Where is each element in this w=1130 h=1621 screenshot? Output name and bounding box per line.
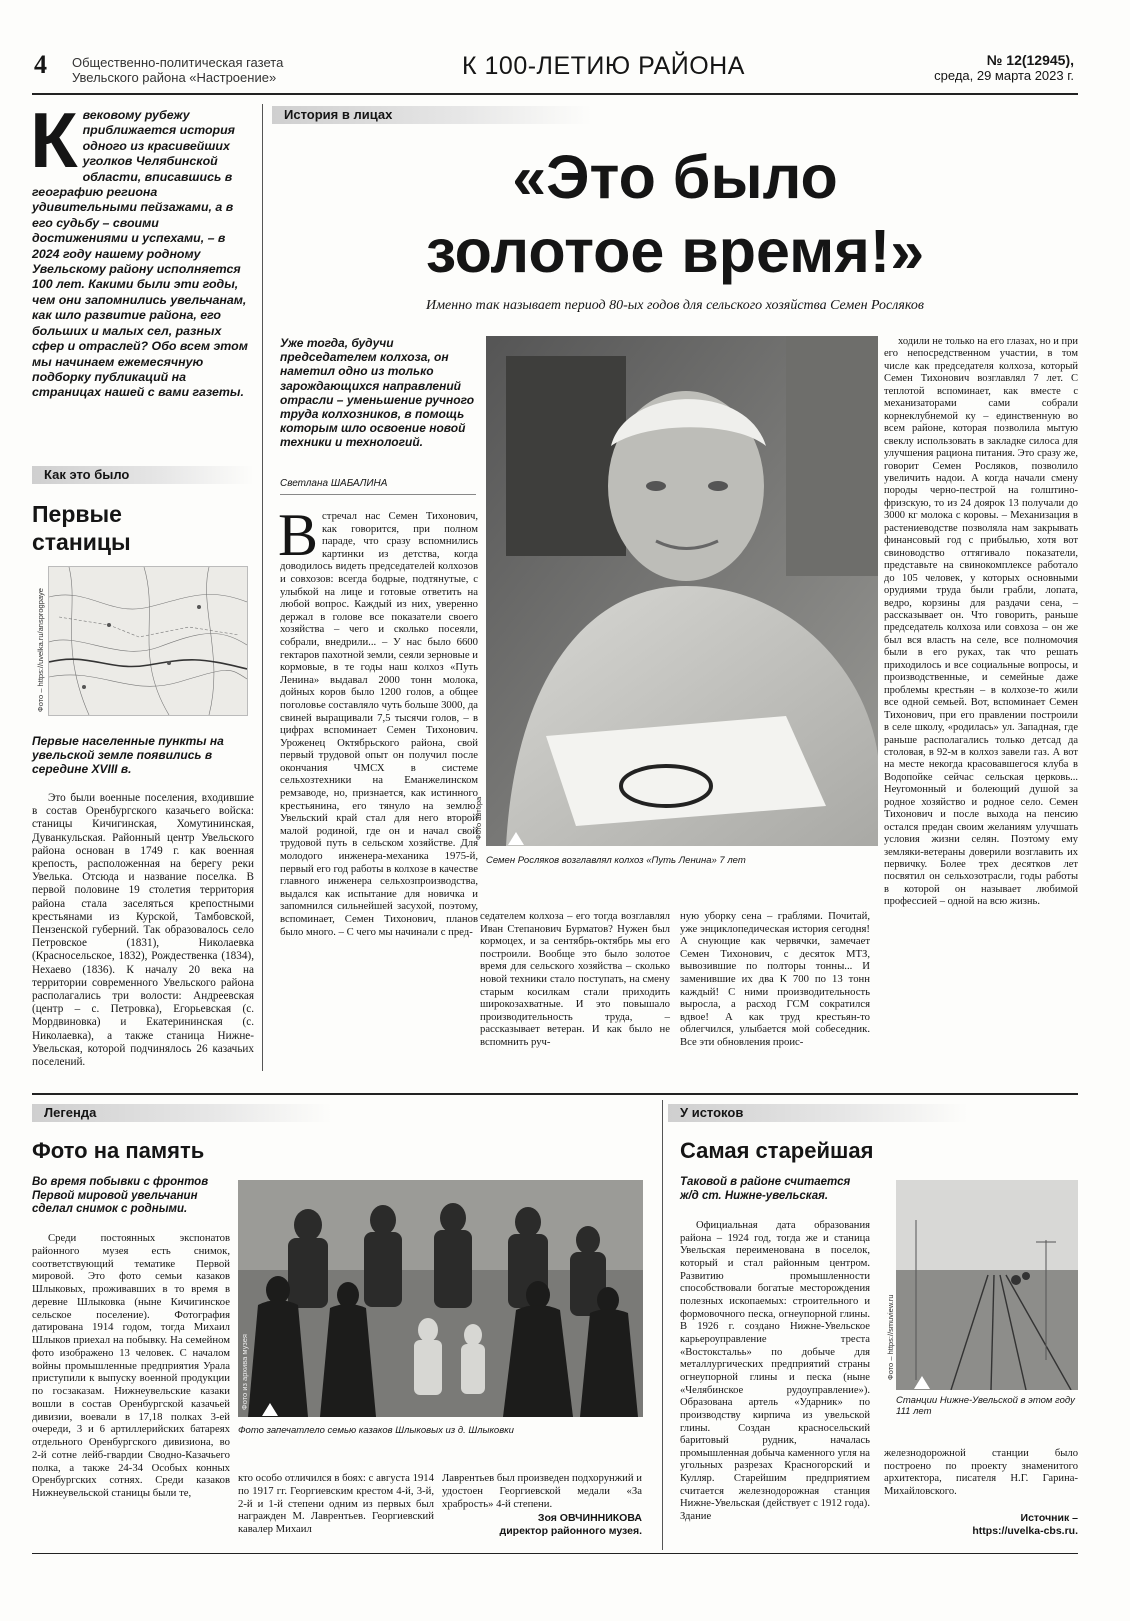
paper-name-line1: Общественно-политическая газета [72, 55, 284, 70]
rubric-bar-legenda [32, 1104, 332, 1122]
intro-block [30, 96, 254, 401]
rubric-bar-kak-eto-bylo [32, 466, 254, 484]
oldest-title: Самая старейшая [680, 1138, 874, 1163]
station-photo-credit: Фото – https://smuview.ru [886, 1294, 895, 1380]
legend-author [442, 1512, 642, 1537]
issue-number: № 12(12945), [986, 52, 1074, 68]
map-photo-credit: Фото – https://uvelka.ru/ansprogpaye [36, 588, 45, 712]
family-photo-caption: Фото запечатлело семью казаков Шлыковых из д. Шлыковки [238, 1425, 514, 1436]
portrait-photo-caption: Семен Росляков возглавлял колхоз «Путь Ленина» 7 лет [486, 855, 746, 866]
rubric-bar-istoriya [272, 106, 592, 124]
map-photo [48, 566, 248, 716]
main-col1 [278, 502, 478, 938]
main-col2: седателем колхоза – его тогда возглавлял Иван Степанович Бурматов? Нужен был кормоцех, и за сентябрь-октябрь мы его построили. Вообще это было золотое время для сельского хозяйства – сколько новой техники стало поступать, на смену старым косилкам стали приходить широкозахватные. И это повышало производительность труда, – рассказывает ветеран. И как было не вспомнить руч- [480, 910, 670, 1048]
main-headline [272, 140, 1078, 288]
oldest-source [884, 1512, 1078, 1537]
rubric-bar-u-istokov [668, 1104, 968, 1122]
first-stanitsy-title [32, 500, 131, 556]
title-line2: станицы [32, 529, 131, 555]
main-col4: ходили не только на его глазах, но и при его непосредственном участии, в том числе как председателя колхоза, который Семен Тихонович возглавлял 7 лет. С теплотой вспоминает, как вместе с механизаторами сами собрали корнеклубнемой ку – единственную во всем районе, которая позволила мытую свеклу использовать в закладке силоса для улучшения рациона питания. Это сразу же, говорит Семен Росляков, позволило увеличить надои. А когда начали смену породы черно-пестрой на голштино-фризскую, то из 24 доярок 13 получали до 3000 кг молока с коровы. – Механизация в растениеводстве позволяла нам закрывать финансовый год с прибылью, хотя вот свиноводство оттягивало показатели, представьте на свинокомплексе работало до 105 человек, у которых основными орудиями труда были грабли, лопата, ведро, корзины для раздачи сена, – рассказывает он. Что говорить, раньше председатель колхоза или совхоза – он же был вся власть на селе, все полномочия были в его руках, так что решать приходилось и все социальные вопросы, и производственные, и семейные даже проблемы крестьян – в колхозе-то жили все одной семьей. Вот, вспоминает Семен Тихонович, при его правлении построили в селе школу, «родилась» ул. Западная, где раньше располагались только детсад да столовая, в 92-м в колхоз завели газ. А вот на месте некогда красовавшегося клуба в Водопойке сейчас сельская церковь... Неугомонный и болеющий душой за родное хозяйство и родное село. Семен Тихонович и после выхода на пенсию остался предан своим желаниям улучшать условия жизни селян. Поэтому ему земляки-ветераны доверили возглавить их первичку. Более трех десятков лет посвятил он сельхозотрасли, годы работы в которой он называет любимой профессией – одной на всю жизнь. [884, 336, 1078, 908]
family-photo-marker [262, 1403, 278, 1416]
oldest-body: Официальная дата образования района – 1924 год, тогда же и станица Увельская переименована в поселок, который и стал районным центром. Развитию промышленности способствовали богатые месторождения полезных ископаемых: строительного и формовочного песка, огнеупорной глины. В 1926 г. создано Нижне-Увельское карьероуправление треста «Востокстальь» по добыче для металлургических предприятий страны огнеупорной глины и песка (ныне «Челябинское рудоуправление»). Образована артель «Ударник» по производству кирпича из увельской глины. Создан красносельский баритовый рудник, началась промышленная добыча каменного угля на угольных разрезах Красногорский и Кулляр. Старейшим предприятием считается железнодорожная станция Нижне-Увельская (действует с 1912 года). Здание [680, 1220, 870, 1523]
author-rule [280, 494, 476, 495]
legend-body-mid: кто особо отличился в боях: с августа 1914 по 1917 гг. Георгиевским крестом 4-й, 3-й, 2-й и 1-й степени одним из первых был награжден М. Лаврентьев. Георгиевский кавалер Михаил [238, 1472, 434, 1535]
main-col1-text: стречал нас Семен Тихонович, как говорится, при полном параде, что сразу вспомнились картинки из детства, когда доводилось видеть председателей колхозов и совхозов: всегда бодрые, подтянутые, с улыбкой на лице и готовые ответить на любой вопрос. Каждый из них, уверенно держал в голове все показатели своего хозяйства – чего и сколько посеяли, собрали, внедрили... – У нас было 6600 гектаров пахотной земли, сеяли зерновые и кормовые, в те годы наш колхоз «Путь Ленина» выдавал 2000 тонн молока, дойных коров было 1200 голов, а общее поголовье составляло чуть больше 3000, да свиней выращивали 7,5 тысячи голов, – в цифрах вспоминает Семен Тихонович. Уроженец Октябрьского района, свой первый трудовой опыт он получил после окончания ЧМСХ в системе сельхозтехники на Еманжелинском ремзаводе, но, признается, как истинного крестьянина, его тянуло на землю. Увельский край стал для него второй малой родиной, где он и начал свой трудовой путь в сельском хозяйстве. Для молодого инженера-механика 1975-й, первый его год работы в колхозе в качестве главного инженера сельхозпроизводства, выдался как испытание для новичка и запомнился сильнейшей засухой, поэтому, вспоминает, Семен Тихонович, планов было много. – С чего мы начинали с пред- [280, 510, 478, 938]
station-photo-marker [914, 1376, 930, 1389]
station-photo-caption: Станции Нижне-Увельской в этом году 111 лет [896, 1395, 1075, 1417]
left-column-divider [262, 104, 263, 1071]
section-title: К 100-ЛЕТИЮ РАЙОНА [462, 52, 745, 80]
headline-line1: «Это было [512, 143, 838, 211]
family-photo-credit: Фото из архива музея [240, 1334, 249, 1410]
legend-body-right: Лаврентьев был произведен подхорунжий и удостоен Георгиевской медали «За храбрость» 4-й степени. [442, 1472, 642, 1510]
paper-name [72, 55, 283, 85]
oldest-source-url[interactable]: https://uvelka-cbs.ru. [972, 1524, 1078, 1537]
rubric-label: Как это было [44, 467, 130, 482]
main-author: Светлана ШАБАЛИНА [280, 478, 388, 489]
portrait-photo-marker [508, 832, 524, 845]
headline-line2: золотое время!» [425, 217, 925, 285]
legend-title: Фото на память [32, 1138, 205, 1163]
paper-name-line2: Увельского района «Настроение» [72, 70, 277, 85]
bottom-section-rule [32, 1093, 1078, 1095]
oldest-body-right: железнодорожной станции было построено по проекту знаменитого архитектора, писателя Н.Г. Гарина-Михайловского. [884, 1448, 1078, 1497]
first-stanitsy-body: Это были военные поселения, входившие в состав Оренбургского казачьего войска: станицы Кичигинская, Хомутининская, Дуванкульская. Районный центр Увельского района основан в 1749 г. как военная крепость, расположенная на берегу реки Увелька. Отсюда и название поселка. В первой половине 19 столетия территория района стала заселяться крепостными крестьянами из Курской, Тамбовской, Пензенской губерний. Так образовалось село Петровское (1831), Николаевка (Красносельское, 1832), Рождественка (1834), Нехаево (1836). К началу 20 века на территории современного Увельского района располагались три волости: Андреевская (центр – с. Петровка), Егорьевская (с. Мордвиновка) и Екатерининская (с. Николаевка), а также станица Нижне-Увельская, которой подчинялось 26 казачьих поселений. [32, 792, 254, 1069]
oldest-source-label: Источник – [1020, 1512, 1078, 1524]
legend-author-name: Зоя ОВЧИННИКОВА [537, 1512, 642, 1524]
main-subheadline: Именно так называет период 80-ых годов для сельского хозяйства Семен Росляков [426, 298, 924, 313]
issue-date: среда, 29 марта 2023 г. [934, 68, 1074, 83]
first-stanitsy-caption: Первые населенные пункты на увельской земле появились в середине XVIII в. [32, 734, 224, 776]
main-dropcap: В [278, 502, 319, 568]
intro-dropcap: К [30, 96, 78, 184]
main-lead: Уже тогда, будучи председателем колхоза, он наметил одно из только зарождающихся направлений отрасли – уменьшение ручного труда колхозников, в помощь которым шло освоение новой техники и технологий. [280, 336, 475, 450]
header-rule [32, 93, 1078, 95]
portrait-photo-credit: Фото автора [474, 796, 483, 840]
station-photo [896, 1180, 1078, 1390]
page-number: 4 [34, 50, 47, 79]
main-col3: ную уборку сена – граблями. Почитай, уже энциклопедическая история сегодня! А снующие как червячки, замечает Семен Тихонович, с десяток МТЗ, вывозившие по полторы тонны... И заменившие их два К 700 по 13 тонн каждый! С ними производительность выросла, а расход ГСМ сократился вдвое! А как труд крестьян-то облегчился, улыбается мой собеседник. Все эти обновления проис- [680, 910, 870, 1048]
rubric-label: У истоков [680, 1105, 744, 1120]
family-photo [238, 1180, 643, 1417]
portrait-photo [486, 336, 878, 846]
intro-text: вековому рубежу приближается история одного из красивейших уголков Челябинской области, вписавшись в географию региона удивительными пейзажами, а в его судьбу – своими достижениями и успехами, – в 2024 году нашему родному Увельскому району исполняется 100 лет. Какими были эти годы, чем они запомнились увельчанам, как шло развитие района, его больших и малых сел, разных сфер и отраслей? Обо всем этом мы начинаем ежемесячную подборку публикаций на страницах нашей с вами газеты. [32, 108, 248, 400]
bottom-column-divider [662, 1100, 663, 1550]
legend-body-left: Среди постоянных экспонатов районного музея есть снимок, соответствующий тематике Первой мировой. Это фото семьи казаков Шлыковых, проживавших в то время в деревне Шлыковка (ныне Кичигинское сельское поселение). Фотография датирована 1914 годом, тогда Михаил Шлыков приехал на побывку. На семейном фото изображено 13 человек. С началом войны промышленные предприятия Урала приступили к выпуску военной продукции по госзаказам. Нижнеувельские казаки вошли в состав Оренбургской казачьей дивизии, воевали в 17,18 полках 3-ей очереди, 3 и 6 артиллерийских батареях отдельного Оренбургского дивизиона, во 2-й сотне лейб-гвардии Сводно-Казачьего полка, а также 24-34 Особых конных Оренбургских сотнях. Среди казаков Нижнеувельской станицы были те, [32, 1232, 230, 1499]
oldest-lead: Таковой в районе считается ж/д ст. Нижне-увельская. [680, 1176, 851, 1202]
legend-author-title: директор районного музея. [499, 1524, 642, 1537]
footer-rule [32, 1553, 1078, 1554]
title-line1: Первые [32, 501, 122, 527]
legend-lead: Во время побывки с фронтов Первой мировой увельчанин сделал снимок с родными. [32, 1176, 209, 1215]
rubric-label: История в лицах [284, 107, 393, 122]
rubric-label: Легенда [44, 1105, 97, 1120]
